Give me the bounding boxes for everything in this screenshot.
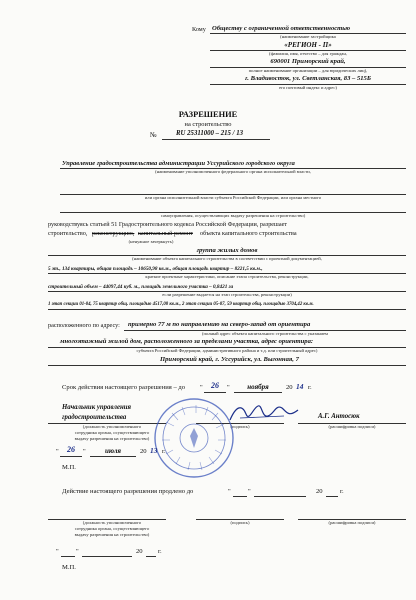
caption-issuer-1: (наименование уполномоченного федерального органа исполнительной власти, [155, 169, 311, 174]
object-name: группа жилых домов [196, 247, 258, 254]
validity-year-prefix: 20 [286, 384, 293, 391]
validity-label: Срок действия настоящего разрешения – до [62, 384, 186, 391]
word-object: объекта капитального строительства [200, 230, 297, 237]
object-details-1: 5 эт., 134 квартиры, общая площадь – 10650,98 кв.м., общая площадь квартир – 8221,5 кв.м., [48, 266, 263, 272]
word-construction: строительство, [48, 230, 88, 237]
issue-year: 13 [150, 446, 158, 455]
rule [204, 392, 226, 393]
validity-quote-open: " [200, 384, 203, 391]
extension-year-prefix: 20 [316, 488, 323, 495]
number-sign: № [150, 131, 157, 139]
caption-position-2: сотрудника органа, осуществляющего [74, 430, 150, 435]
address-value: примерно 77 м по направлению на северо-запад от ориентира [128, 321, 311, 328]
ext-seal-place: М.П. [62, 564, 76, 571]
issuer-name: Управление градостроительства администрации Уссурийского городского округа [62, 160, 295, 167]
rule [254, 496, 306, 497]
caption-details: краткие проектные характеристики, описание этапа строительства, реконструкции, [145, 274, 309, 279]
address-line-2: многоэтажный жилой дом, расположенного за пределами участка, адрес ориентира: [60, 338, 314, 345]
object-stages: 1 этап секции 01-04, 75 квартир общ. площадью 4517,08 кв.м., 2 этап секции 05-07, 59 квартир общ. площадью 3704,42 кв.м. [48, 302, 314, 307]
caption-position-3: выдачу разрешения на строительство) [74, 436, 150, 441]
ext-date-quote-open: " [56, 548, 59, 555]
caption-object: (наименование объекта капитального строительства в соответствии с проектной документацией, [132, 256, 322, 261]
ext-date-quote-close: " [76, 548, 79, 555]
caption-stage: если разрешение выдается на этап строительства, реконструкции) [162, 292, 292, 297]
caption-strike: (ненужное зачеркнуть) [128, 239, 174, 244]
ext-caption-position-2: сотрудника органа, осуществляющего [74, 526, 150, 531]
extension-quote-open: " [228, 488, 231, 495]
ext-caption-signature: (подпись) [230, 520, 250, 525]
caption-address-1: (полный адрес объекта капитального строительства с указанием [202, 331, 328, 336]
ext-caption-position-1: (должность уполномоченного [82, 520, 142, 525]
rule [60, 456, 82, 457]
caption-developer: (наименование застройщика [280, 34, 336, 39]
signer-name: А.Г. Антосюк [318, 413, 360, 420]
extension-label: Действие настоящего разрешения продлено до [62, 488, 194, 495]
address-prefix: расположенного по адресу: [48, 322, 120, 329]
caption-address-2: субъекта Российской Федерации, административного района и т.д. или строительный адрес) [136, 348, 318, 353]
rule [48, 365, 406, 366]
issue-month: июля [104, 447, 122, 455]
seal-place: М.П. [62, 464, 76, 471]
rule [146, 556, 156, 557]
rule [234, 392, 282, 393]
ext-date-year-suffix: г. [158, 548, 162, 555]
company-name: «РЕГИОН - П» [284, 41, 332, 49]
basis-text: руководствуясь статьей 51 Градостроительного кодекса Российской Федерации, разрешает [48, 221, 288, 228]
handwritten-signature [226, 400, 302, 426]
validity-year: 14 [296, 382, 304, 391]
caption-signature: (подпись) [230, 424, 250, 429]
issue-day: 26 [67, 445, 75, 454]
extension-quote-close: " [248, 488, 251, 495]
issue-quote-close: " [83, 448, 86, 455]
rule [82, 556, 132, 557]
rule [326, 496, 338, 497]
permit-number: RU 25311000 – 215 / 13 [176, 130, 244, 137]
rule [162, 139, 270, 140]
to-prefix: Кому [192, 26, 206, 33]
issue-year-suffix: г. [162, 448, 166, 455]
validity-month: ноября [247, 383, 269, 391]
caption-issuer-3: самоуправления, осуществляющих выдачу разрешения на строительство) [160, 213, 306, 218]
issue-quote-open: " [56, 448, 59, 455]
issue-year-prefix: 20 [140, 448, 147, 455]
word-reconstruction: реконструкцию, [92, 230, 135, 237]
validity-year-suffix: г. [308, 384, 312, 391]
object-details-2: строительный объем – 44097,44 куб. м., площадь земельного участка – 0,8421 га [48, 284, 234, 290]
word-repair: капитальный ремонт [138, 230, 193, 237]
ext-date-year-prefix: 20 [136, 548, 143, 555]
document-title: РАЗРЕШЕНИЕ [178, 110, 238, 119]
caption-decode: (расшифровка подписи) [328, 424, 376, 429]
ext-caption-decode: (расшифровка подписи) [328, 520, 376, 525]
ext-caption-position-3: выдачу разрешения на строительство) [74, 532, 150, 537]
document-subtitle: на строительство [184, 121, 232, 128]
signer-position-1: Начальник управления [62, 404, 132, 411]
caption-fio: (фамилия, имя, отчество – для граждан, [269, 51, 347, 56]
caption-issuer-2: или органа исполнительной власти субъекта Российской Федерации, или органа местного [144, 195, 322, 200]
caption-address: его почтовый индекс и адрес) [279, 85, 337, 90]
rule [48, 309, 406, 310]
extension-year-suffix: г. [340, 488, 344, 495]
addressee-type: Обществу с ограниченной ответственностью [212, 25, 351, 32]
index-city: 690001 Приморский край, [270, 58, 346, 65]
rule [233, 496, 247, 497]
street-address: г. Владивосток, ул. Светланская, 83 – 515Б [244, 75, 372, 82]
caption-position-1: (должность уполномоченного [82, 424, 142, 429]
validity-quote-close: " [227, 384, 230, 391]
address-line-3: Приморский край, г. Уссурийск, ул. Выгонная, 7 [160, 356, 299, 363]
rule [90, 456, 136, 457]
official-stamp [152, 396, 236, 480]
validity-day: 26 [211, 381, 219, 390]
rule [61, 556, 75, 557]
signer-position-2: градостроительства [62, 414, 127, 421]
caption-org: полное наименование организации – для юридических лиц), [248, 68, 368, 73]
